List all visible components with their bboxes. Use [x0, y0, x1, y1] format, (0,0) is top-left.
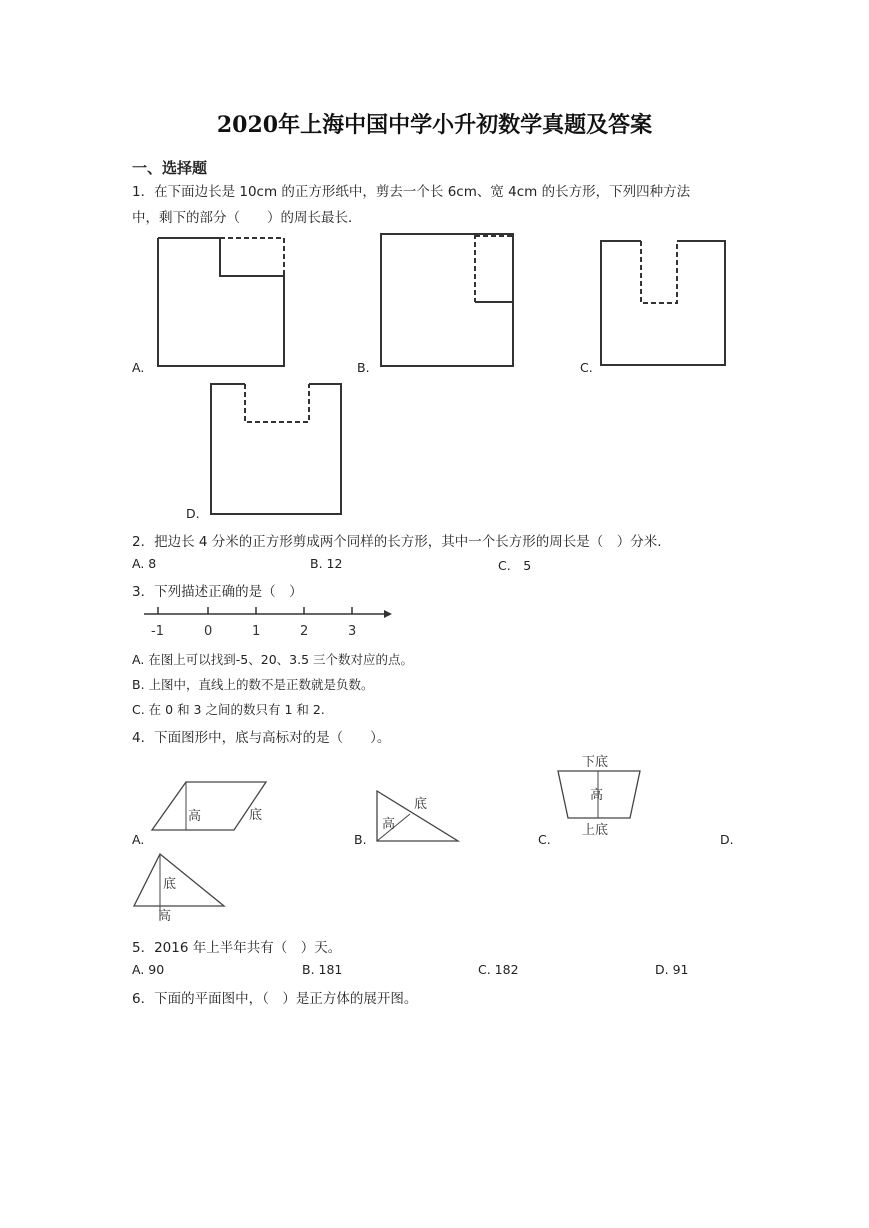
- q2-option-a[interactable]: A. 8: [132, 556, 157, 571]
- q1-option-d[interactable]: D.: [186, 506, 200, 521]
- question-3: 3．下列描述正确的是（ ）: [132, 584, 303, 600]
- q2-option-c[interactable]: C. 5: [498, 558, 532, 573]
- question-5: 5．2016 年上半年共有（ ）天。: [132, 940, 342, 956]
- q1-option-a[interactable]: A.: [132, 360, 145, 375]
- label-high: 高: [158, 909, 172, 924]
- q3-option-a[interactable]: A. 在图上可以找到-5、20、3.5 三个数对应的点。: [132, 652, 414, 667]
- q3-option-b[interactable]: B. 上图中，直线上的数不是正数就是负数。: [132, 677, 374, 692]
- label-high: 高: [590, 788, 604, 803]
- label-base: 底: [414, 797, 428, 812]
- q2-option-b[interactable]: B. 12: [310, 556, 343, 571]
- q4-figure-d-triangle: [130, 850, 230, 925]
- number-line: [140, 602, 400, 642]
- tick-label: 3: [348, 624, 357, 639]
- q5-option-b[interactable]: B. 181: [302, 962, 343, 977]
- q1-option-c[interactable]: C.: [580, 360, 593, 375]
- label-high: 高: [188, 809, 202, 824]
- question-4: 4．下面图形中，底与高标对的是（ ）。: [132, 730, 391, 746]
- label-base: 底: [163, 877, 177, 892]
- q1-figure-c: [595, 235, 735, 370]
- q1-figure-d: [205, 378, 350, 518]
- tick-label: 2: [300, 624, 309, 639]
- label-base: 底: [249, 808, 263, 823]
- tick-label: -1: [151, 624, 164, 639]
- q3-option-c[interactable]: C. 在 0 和 3 之间的数只有 1 和 2.: [132, 702, 325, 717]
- section-heading: 一、选择题: [132, 159, 208, 177]
- label-high: 高: [382, 817, 396, 832]
- q1-figure-a: [150, 232, 290, 372]
- label-bottom: 上底: [582, 823, 609, 838]
- question-1-line-2: 中，剩下的部分（ ）的周长最长．: [132, 210, 362, 226]
- q4-option-d[interactable]: D.: [720, 832, 734, 847]
- label-top: 下底: [582, 755, 609, 770]
- q4-figure-b-triangle: [372, 786, 464, 846]
- q4-option-a[interactable]: A.: [132, 832, 145, 847]
- tick-label: 1: [252, 624, 261, 639]
- page-title: 2020年上海中国中学小升初数学真题及答案: [216, 112, 653, 138]
- q5-option-a[interactable]: A. 90: [132, 962, 165, 977]
- q5-option-d[interactable]: D. 91: [655, 962, 689, 977]
- tick-label: 0: [204, 624, 213, 639]
- q1-figure-b: [375, 226, 520, 371]
- question-1-line-1: 1．在下面边长是 10cm 的正方形纸中，剪去一个长 6cm、宽 4cm 的长方形，下列四种方法: [132, 184, 691, 200]
- q4-option-c[interactable]: C.: [538, 832, 551, 847]
- q5-option-c[interactable]: C. 182: [478, 962, 519, 977]
- q1-option-b[interactable]: B.: [357, 360, 370, 375]
- q4-figure-a-parallelogram: [148, 778, 273, 836]
- question-2: 2．把边长 4 分米的正方形剪成两个同样的长方形，其中一个长方形的周长是（ ）分米.: [132, 534, 662, 550]
- q4-figure-c-trapezoid: [554, 750, 644, 840]
- question-6: 6．下面的平面图中，（ ）是正方体的展开图。: [132, 991, 418, 1007]
- q4-option-b[interactable]: B.: [354, 832, 367, 847]
